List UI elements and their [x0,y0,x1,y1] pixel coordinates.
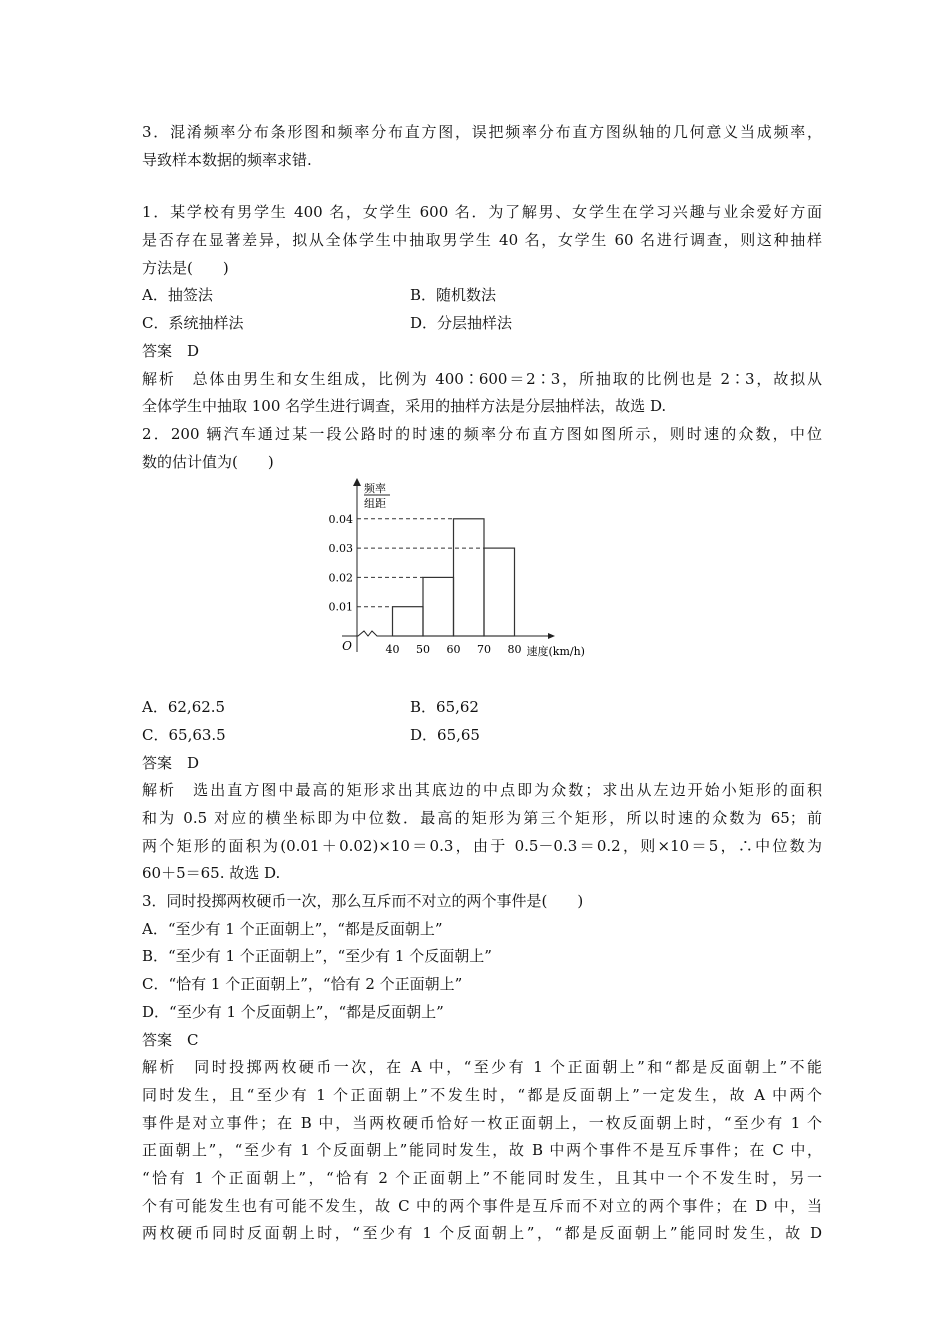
stem-line: 方法是( ) [142,258,229,277]
question-3 [142,888,822,1248]
x-axis-arrow [548,633,555,639]
analysis-line: 60＋5＝65. 故选 D. [142,864,281,883]
option-b: B．65,62 [410,698,479,717]
analysis-line: 个有可能发生也有可能不发生，故 C 中的两个事件是互斥而不对立的两个事件；在 D 中，当 [142,1196,822,1215]
option-line: B．“至少有 1 个正面朝上”，“至少有 1 个反面朝上” [142,947,492,966]
tip-3 [142,119,822,174]
histogram-svg [317,476,617,694]
y-tick-label: 0.01 [328,600,353,614]
answer: 答案 D [142,341,200,360]
stem-line: 是否存在显著差异，拟从全体学生中抽取男学生 40 名，女学生 60 名进行调查，则这种抽样 [142,231,822,250]
y-axis-label-bottom: 组距 [364,497,386,511]
y-tick-label: 0.02 [328,571,353,585]
question-1 [142,199,822,421]
option-a: A．抽签法 [142,286,213,305]
option-a: A．62,62.5 [142,698,226,717]
x-tick-label: 50 [416,643,430,657]
stem-line: 1．某学校有男学生 400 名，女学生 600 名．为了解男、女学生在学习兴趣与业余爱好方面 [142,203,822,222]
document-page [142,119,822,1248]
origin-label: O [342,639,352,654]
analysis-line: “恰有 1 个正面朝上”，“恰有 2 个正面朝上”不能同时发生，且其中一个不发生时，另一 [142,1168,822,1187]
analysis-line: 两枚硬币同时反面朝上时，“至少有 1 个反面朝上”，“都是反面朝上”能同时发生，故 D [142,1224,822,1243]
stem-line: 数的估计值为( ) [142,452,274,471]
stem-line: 2．200 辆汽车通过某一段公路时的时速的频率分布直方图如图所示，则时速的众数，中位 [142,424,822,443]
option-line: D．“至少有 1 个反面朝上”，“都是反面朝上” [142,1002,444,1021]
analysis-line: 和为 0.5 对应的横坐标即为中位数．最高的矩形为第三个矩形，所以时速的众数为 65；前 [142,809,822,827]
answer: 答案 D [142,753,200,772]
analysis-line: 事件是对立事件；在 B 中，当两枚硬币恰好一枚正面朝上，一枚反面朝上时，“至少有 1 个 [142,1113,822,1132]
option-c: C．65,63.5 [142,725,226,744]
histogram-bar [484,548,515,636]
answer: 答案 C [142,1030,199,1049]
text-line: 3．混淆频率分布条形图和频率分布直方图，误把频率分布直方图纵轴的几何意义当成频率， [142,123,822,141]
histogram [142,476,822,694]
analysis-line: 两个矩形的面积为(0.01＋0.02)×10＝0.3，由于 0.5－0.3＝0.2，则×10＝5，∴中位数为 [142,836,822,855]
histogram-bar [393,607,424,636]
x-tick-label: 40 [385,643,400,657]
y-tick-label: 0.04 [328,513,353,527]
option-b: B．随机数法 [410,286,497,305]
analysis-line: 正面朝上”，“至少有 1 个反面朝上”能同时发生，故 B 中两个事件不是互斥事件；在 C 中， [142,1141,822,1160]
question-2 [142,421,822,888]
histogram-bar [454,519,485,636]
x-tick-label: 60 [446,643,461,657]
x-tick-label: 70 [477,643,491,657]
options-row [142,722,822,750]
text-line: 导致样本数据的频率求错. [142,150,312,169]
histogram-bar [423,578,454,637]
analysis-line: 全体学生中抽取 100 名学生进行调查，采用的抽样方法是分层抽样法，故选 D. [142,397,667,416]
analysis-line: 解析 同时投掷两枚硬币一次，在 A 中，“至少有 1 个正面朝上”和“都是反面朝上”不能 [142,1058,822,1077]
y-axis-arrow [353,478,361,486]
option-d: D．分层抽样法 [410,314,513,333]
options-row [142,694,822,722]
option-d: D．65,65 [410,725,480,744]
analysis-line: 解析 选出直方图中最高的矩形求出其底边的中点即为众数；求出从左边开始小矩形的面积 [142,781,822,800]
option-c: C．系统抽样法 [142,314,244,333]
x-axis-label: 速度(km/h) [526,645,585,659]
options-row [142,310,822,338]
options-row [142,282,822,310]
analysis-line: 同时发生，且“至少有 1 个正面朝上”不发生时，“都是反面朝上”一定发生，故 A 中两个 [142,1085,822,1104]
option-line: C．“恰有 1 个正面朝上”，“恰有 2 个正面朝上” [142,975,463,994]
option-line: A．“至少有 1 个正面朝上”，“都是反面朝上” [142,919,443,938]
x-tick-label: 80 [507,643,522,657]
y-tick-label: 0.03 [328,542,353,556]
stem-line: 3．同时投掷两枚硬币一次，那么互斥而不对立的两个事件是( ) [142,892,584,911]
x-axis [342,631,550,636]
y-axis-label-top: 频率 [364,482,386,496]
analysis-line: 解析 总体由男生和女生组成，比例为 400∶600＝2∶3，所抽取的比例也是 2∶3，故拟从 [142,369,822,388]
